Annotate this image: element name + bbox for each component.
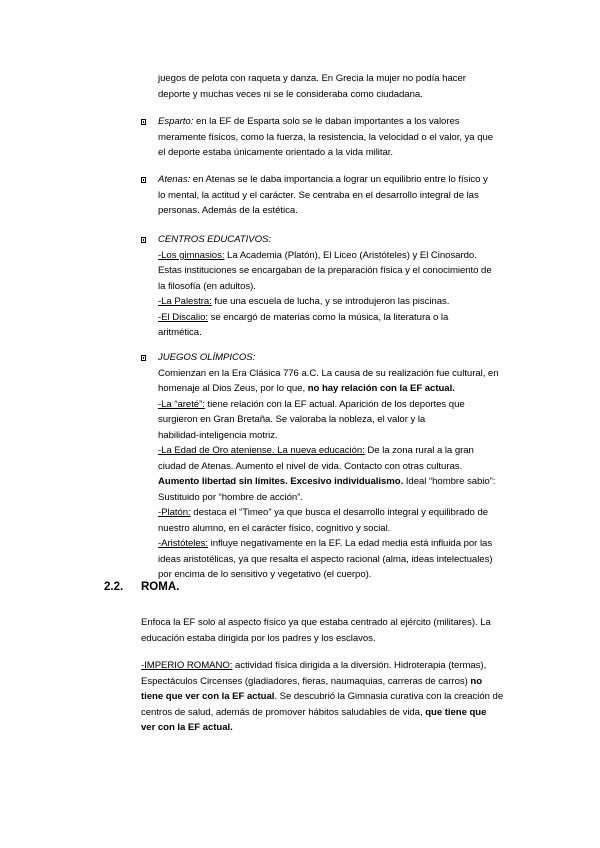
- atenas-title: Atenas:: [158, 174, 191, 185]
- juegos-line: por encima de lo sensitivo y vegetativo (el cuerpo).: [158, 569, 372, 580]
- aristoteles-label: -Aristóteles:: [158, 538, 208, 549]
- imperio-text: actividad física dirigida a la diversión. Hidroterapia (termas),: [232, 660, 487, 671]
- juegos-text: Ideal “hombre sabio”:: [403, 476, 496, 487]
- imperio-bold: ver con la EF actual.: [141, 722, 233, 733]
- centros-section: [158, 232, 492, 341]
- atenas-text: en Atenas se le daba importancia a lograr un equilibrio entre lo físico y: [190, 174, 488, 185]
- atenas-paragraph: [158, 172, 488, 219]
- esparta-line: el deporte estaba únicamente orientado a la vida militar.: [158, 147, 394, 158]
- platon-label: -Platón:: [158, 507, 191, 518]
- centros-line: Estas instituciones se encargaban de la preparación física y el conocimiento de: [158, 265, 492, 276]
- juegos-bold: Aumento libertad sin límites. Excesivo individualismo.: [158, 476, 404, 487]
- gimnasios-label: -Los gimnasios:: [158, 249, 225, 261]
- gimnasios-text: La Academia (Platón), El Liceo (Aristóteles) y El Cinosardo.: [224, 249, 477, 261]
- checkbox-bullet-icon: [141, 119, 146, 125]
- imperio-text: . Se descubrió la Gimnasia curativa con la creación de: [274, 691, 504, 702]
- platon-text: destaca el “Timeo” ya que busca el desarrollo integral y equilibrado de: [190, 507, 489, 518]
- section-title: ROMA.: [141, 581, 180, 593]
- edad-oro-text: De la zona rural a la gran: [364, 445, 474, 456]
- roma-line: educación estaba dirigida por los padres y los esclavos.: [141, 632, 376, 644]
- esparta-text: en la EF de Esparta solo se le daban importantes a los valores: [193, 116, 460, 127]
- imperio-label: -IMPERIO ROMANO:: [141, 660, 233, 671]
- arete-text: tiene relación con la EF actual. Aparición de los deportes que: [204, 398, 465, 410]
- checkbox-bullet-icon: [141, 177, 146, 183]
- edad-oro-label: -La Edad de Oro ateniense. La nueva educación:: [158, 445, 365, 456]
- checkbox-bullet-icon: [141, 237, 146, 243]
- intro-paragraph: [158, 71, 466, 102]
- palestra-label: -La Palestra:: [158, 296, 212, 307]
- juegos-line: Comienzan en la Era Clásica 776 a.C. La causa de su realización fue cultural, en: [158, 367, 499, 379]
- intro-line: juegos de pelota con raqueta y danza. En Grecia la mujer no podía hacer: [158, 73, 466, 84]
- palestra-text: fue una escuela de lucha, y se introdujeron las piscinas.: [211, 296, 450, 307]
- section-number: 2.2.: [104, 581, 124, 593]
- centros-line: la filosofía (en adultos).: [158, 280, 256, 292]
- imperio-paragraph: [141, 658, 503, 736]
- esparta-paragraph: [158, 114, 493, 161]
- centros-line: aritmética.: [158, 327, 202, 338]
- atenas-line: personas. Además de la estética.: [158, 205, 298, 216]
- centros-title: CENTROS EDUCATIVOS:: [158, 234, 271, 245]
- imperio-bold: que tiene que: [425, 706, 487, 718]
- aristoteles-text: influye negativamente en la EF. La edad media está influida por las: [208, 538, 493, 549]
- atenas-line: lo mental, la actitud y el carácter. Se centraba en el desarrollo integral de las: [158, 189, 479, 201]
- roma-paragraph: [141, 615, 491, 646]
- juegos-line: habilidad-inteligencia motriz.: [158, 429, 278, 441]
- esparta-line: meramente físicos, como la fuerza, la resistencia, la velocidad o el valor, ya que: [158, 131, 494, 143]
- juegos-line: surgieron en Gran Bretaña. Se valoraba la nobleza, el valor y la: [158, 414, 426, 425]
- imperio-bold: tiene que ver con la EF actual: [141, 691, 275, 702]
- arete-label: -La “areté”:: [158, 398, 205, 410]
- checkbox-bullet-icon: [141, 355, 146, 361]
- juegos-line: nuestro alumno, en el carácter físico, cognitivo y social.: [158, 522, 391, 534]
- juegos-section: [158, 350, 499, 583]
- juegos-line: ideas aristotélicas, ya que resalta el aspecto racional (alma, ideas intelectuales): [158, 553, 493, 565]
- juegos-title: JUEGOS OLÍMPICOS:: [158, 352, 256, 363]
- juegos-line: ciudad de Atenas. Aumento el nivel de vida. Contacto con otras culturas.: [158, 460, 463, 472]
- imperio-text: Espectáculos Circenses (gladiadores, fieras, naumaquias, carreras de carros): [141, 675, 471, 687]
- esparta-title: Esparto:: [158, 116, 194, 127]
- juegos-bold: no hay relación con la EF actual.: [307, 383, 455, 394]
- imperio-bold: no: [470, 675, 483, 687]
- imperio-text: centros de salud, además de promover hábitos saludables de vida,: [141, 706, 426, 718]
- discalio-label: -El Discalio:: [158, 311, 208, 323]
- intro-line: deporte y muchas veces ni se le consideraba como ciudadana.: [158, 88, 423, 100]
- juegos-text: homenaje al Dios Zeus, por lo que,: [158, 383, 308, 394]
- roma-line: Enfoca la EF solo al aspecto físico ya que estaba centrado al ejército (militares). La: [141, 617, 491, 628]
- juegos-line: Sustituido por “hombre de acción”.: [158, 491, 303, 503]
- discalio-text: se encargó de materias como la música, la literatura o la: [208, 311, 449, 323]
